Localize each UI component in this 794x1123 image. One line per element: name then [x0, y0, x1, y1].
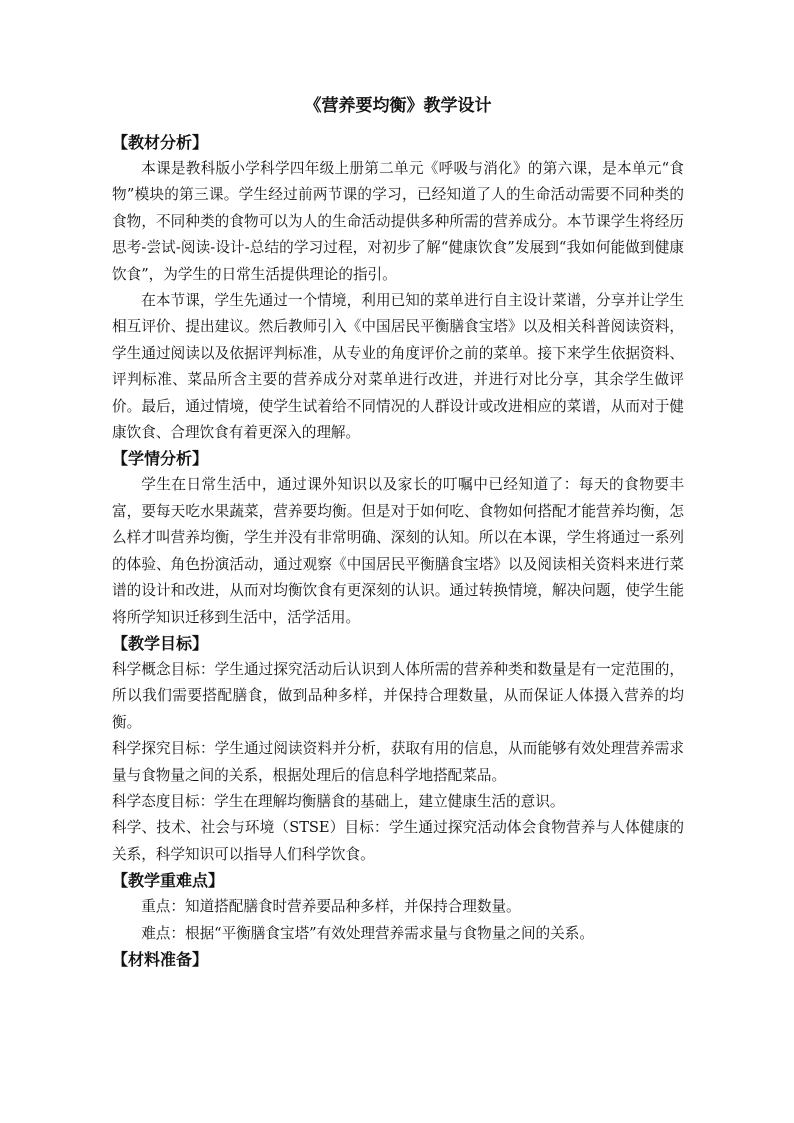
paragraph: 学生在日常生活中，通过课外知识以及家长的叮嘱中已经知道了：每天的食物要丰富，要每天吃水果蔬菜，营养要均衡。但是对于如何吃、食物如何搭配才能营养均衡，怎么样才叫营养均衡，学生并没有非常明确、深刻的认知。所以在本课，学生将通过一系列的体验、角色扮演活动，通过观察《中国居民平衡膳食宝塔》以及阅读相关资料来进行菜谱的设计和改进，从而对均衡饮食有更深刻的认识。通过转换情境，解决问题，使学生能将所学知识迁移到生活中，活学活用。: [112, 476, 684, 626]
section-heading: 【材料准备】: [112, 949, 209, 969]
paragraph: 在本节课，学生先通过一个情境，利用已知的菜单进行自主设计菜谱，分享并让学生相互评价、提出建议。然后教师引入《中国居民平衡膳食宝塔》以及相关科普阅读资料，学生通过阅读以及依据评判标准，从专业的角度评价之前的菜单。接下来学生依据资料、评判标准、菜品所含主要的营养成分对菜单进行改进，并进行对比分享，其余学生做评价。最后，通过情境，使学生试着给不同情况的人群设计或改进相应的菜谱，从而对于健康饮食、合理饮食有着更深入的理解。: [112, 292, 684, 442]
goal-attitude: 科学态度目标：学生在理解均衡膳食的基础上，建立健康生活的意识。: [112, 792, 565, 810]
section-student-analysis: [112, 446, 684, 630]
goal-inquiry: 科学探究目标：学生通过阅读资料并分析，获取有用的信息，从而能够有效处理营养需求量与食物量之间的关系，根据处理后的信息科学地搭配菜品。: [112, 740, 684, 784]
section-heading: 【教学目标】: [112, 633, 209, 653]
difficult-point: 难点：根据“平衡膳食宝塔”有效处理营养需求量与食物量之间的关系。: [141, 924, 594, 942]
section-key-points: [112, 868, 684, 947]
goal-stse: 科学、技术、社会与环境（STSE）目标：学生通过探究活动体会食物营养与人体健康的关系，科学知识可以指导人们科学饮食。: [112, 819, 684, 863]
document-title: 《营养要均衡》教学设计: [304, 96, 492, 116]
document-page: [112, 92, 684, 973]
goal-concept: 科学概念目标：学生通过探究活动后认识到人体所需的营养种类和数量是有一定范围的，所以我们需要搭配膳食，做到品种多样，并保持合理数量，从而保证人体摄入营养的均衡。: [112, 660, 684, 731]
section-heading: 【教材分析】: [112, 133, 209, 152]
section-heading: 【学情分析】: [112, 449, 209, 469]
section-textbook-analysis: [112, 130, 684, 446]
section-heading: 【教学重难点】: [112, 871, 225, 891]
key-point: 重点：知道搭配膳食时营养要品种多样，并保持合理数量。: [141, 898, 521, 916]
paragraph: 本课是教科版小学科学四年级上册第二单元《呼吸与消化》的第六课，是本单元“食物”模块的第三课。学生经过前两节课的学习，已经知道了人的生命活动需要不同种类的食物，不同种类的食物可以为人的生命活动提供多种所需的营养成分。本节课学生将经历思考-尝试-阅读-设计-总结的学习过程，对初步了解“健康饮食”发展到“我如何能做到健康饮食”，为学生的日常生活提供理论的指引。: [112, 160, 684, 283]
section-teaching-goals: [112, 631, 684, 868]
section-materials: [112, 947, 684, 973]
